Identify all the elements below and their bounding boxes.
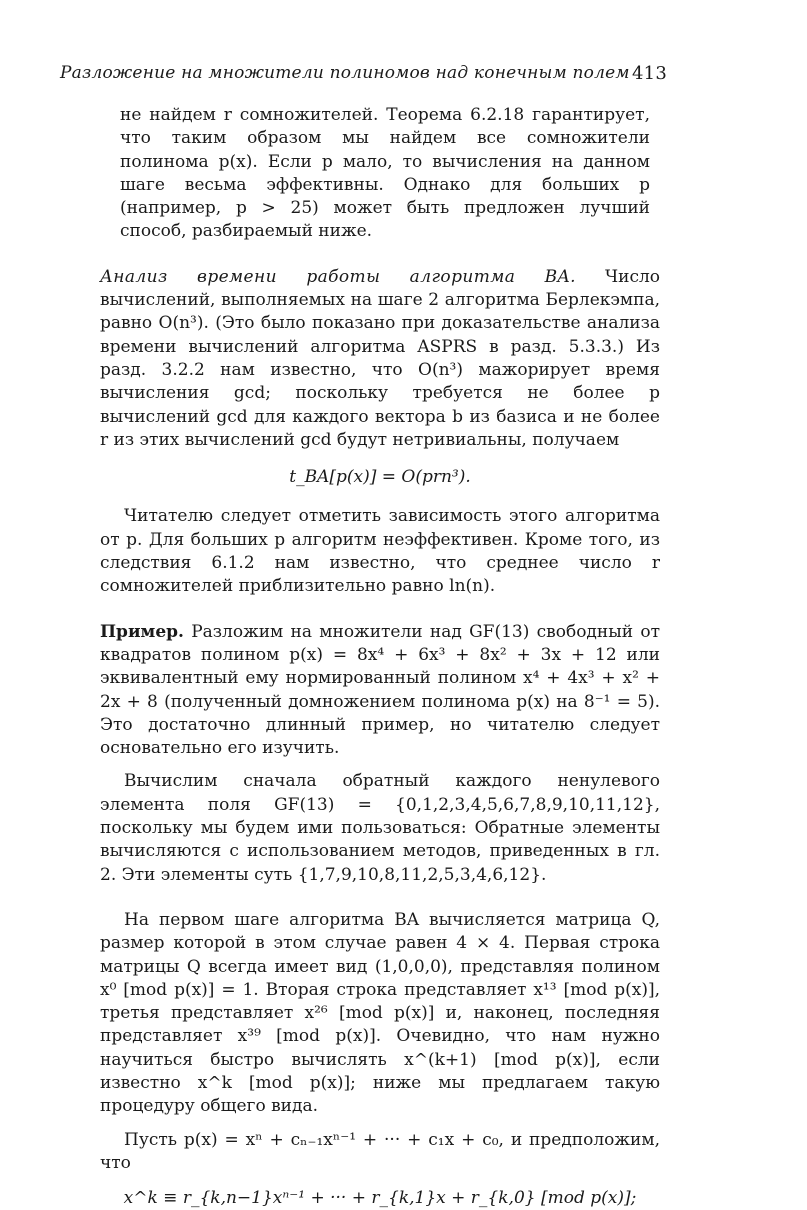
formula-runtime: t_BA[p(x)] = O(prn³).: [289, 467, 471, 488]
formula-congruence: x^k ≡ r_{k,n−1}xⁿ⁻¹ + ··· + r_{k,1}x + r_{k,0} [mod p(x)];: [123, 1188, 637, 1209]
paragraph-analysis: [100, 266, 660, 452]
paragraph-assume: Пусть p(x) = xⁿ + cₙ₋₁xⁿ⁻¹ + ··· + c₁x + c₀, и предположим, что: [100, 1129, 660, 1173]
running-title: Разложение на множители полиномов над конечным полем: [60, 63, 630, 83]
run-in-heading-example: Пример.: [100, 621, 184, 642]
page-number: 413: [632, 63, 667, 84]
paragraph-example: [100, 621, 660, 761]
paragraph-continuation: не найдем r сомножителей. Теорема 6.2.18 гарантирует, что таким образом мы найдем все сомножители полинома p(x). Если p мало, то вычисления на данном шаге весьма эффективны. Однако для больших p (например, p > 25) может быть предложен лучший способ, разбираемый ниже.: [120, 105, 650, 242]
paragraph-inverses: Вычислим сначала обратный каждого ненулевого элемента поля GF(13) = {0,1,2,3,4,5,6,7,8,9,10,11,12}, поскольку мы будем ими пользоваться: Обратные элементы вычисляются с использованием методов, приведенных в гл. 2. Эти элементы суть {1,7,9,10,8,11,2,5,3,4,6,12}.: [100, 771, 660, 885]
paragraph-note: Читателю следует отметить зависимость этого алгоритма от p. Для больших p алгоритм неэффективен. Кроме того, из следствия 6.1.2 нам известно, что среднее число r сомножителей приблизительно равно ln(n).: [100, 506, 660, 597]
example-text: Разложим на множители над GF(13) свободный от квадратов полином p(x) = 8x⁴ + 6x³ + 8x² + 3x + 12 или эквивалентный ему нормированный полином x⁴ + 4x³ + x² + 2x + 8 (полученный домножением полинома p(x) на 8⁻¹ = 5). Это достаточно длинный пример, но читателю следует основательно его изучить.: [100, 621, 660, 759]
run-in-heading-analysis: Анализ времени работы алгоритма BA.: [100, 266, 576, 287]
analysis-text: Число вычислений, выполняемых на шаге 2 алгоритма Берлекэмпа, равно O(n³). (Это было показано при доказательстве анализа времени вычислений алгоритма ASPRS в разд. 5.3.3.) Из разд. 3.2.2 нам известно, что O(n³) мажорирует время вычисления gcd; поскольку требуется не более p вычислений gcd для каждого вектора b из базиса и не более r из этих вычислений gcd будут нетривиальны, получаем: [100, 266, 660, 450]
paragraph-matrix-q: На первом шаге алгоритма BA вычисляется матрица Q, размер которой в этом случае равен 4 × 4. Первая строка матрицы Q всегда имеет вид (1,0,0,0), представляя полином x⁰ [mod p(x)] = 1. Вторая строка представляет x¹³ [mod p(x)], третья представляет x²⁶ [mod p(x)] и, наконец, последняя представляет x³⁹ [mod p(x)]. Очевидно, что нам нужно научиться быстро вычислять x^(k+1) [mod p(x)], если известно x^k [mod p(x)]; ниже мы предлагаем такую процедуру общего вида.: [100, 909, 660, 1117]
running-header: [60, 63, 667, 83]
main-text: [100, 104, 660, 1210]
